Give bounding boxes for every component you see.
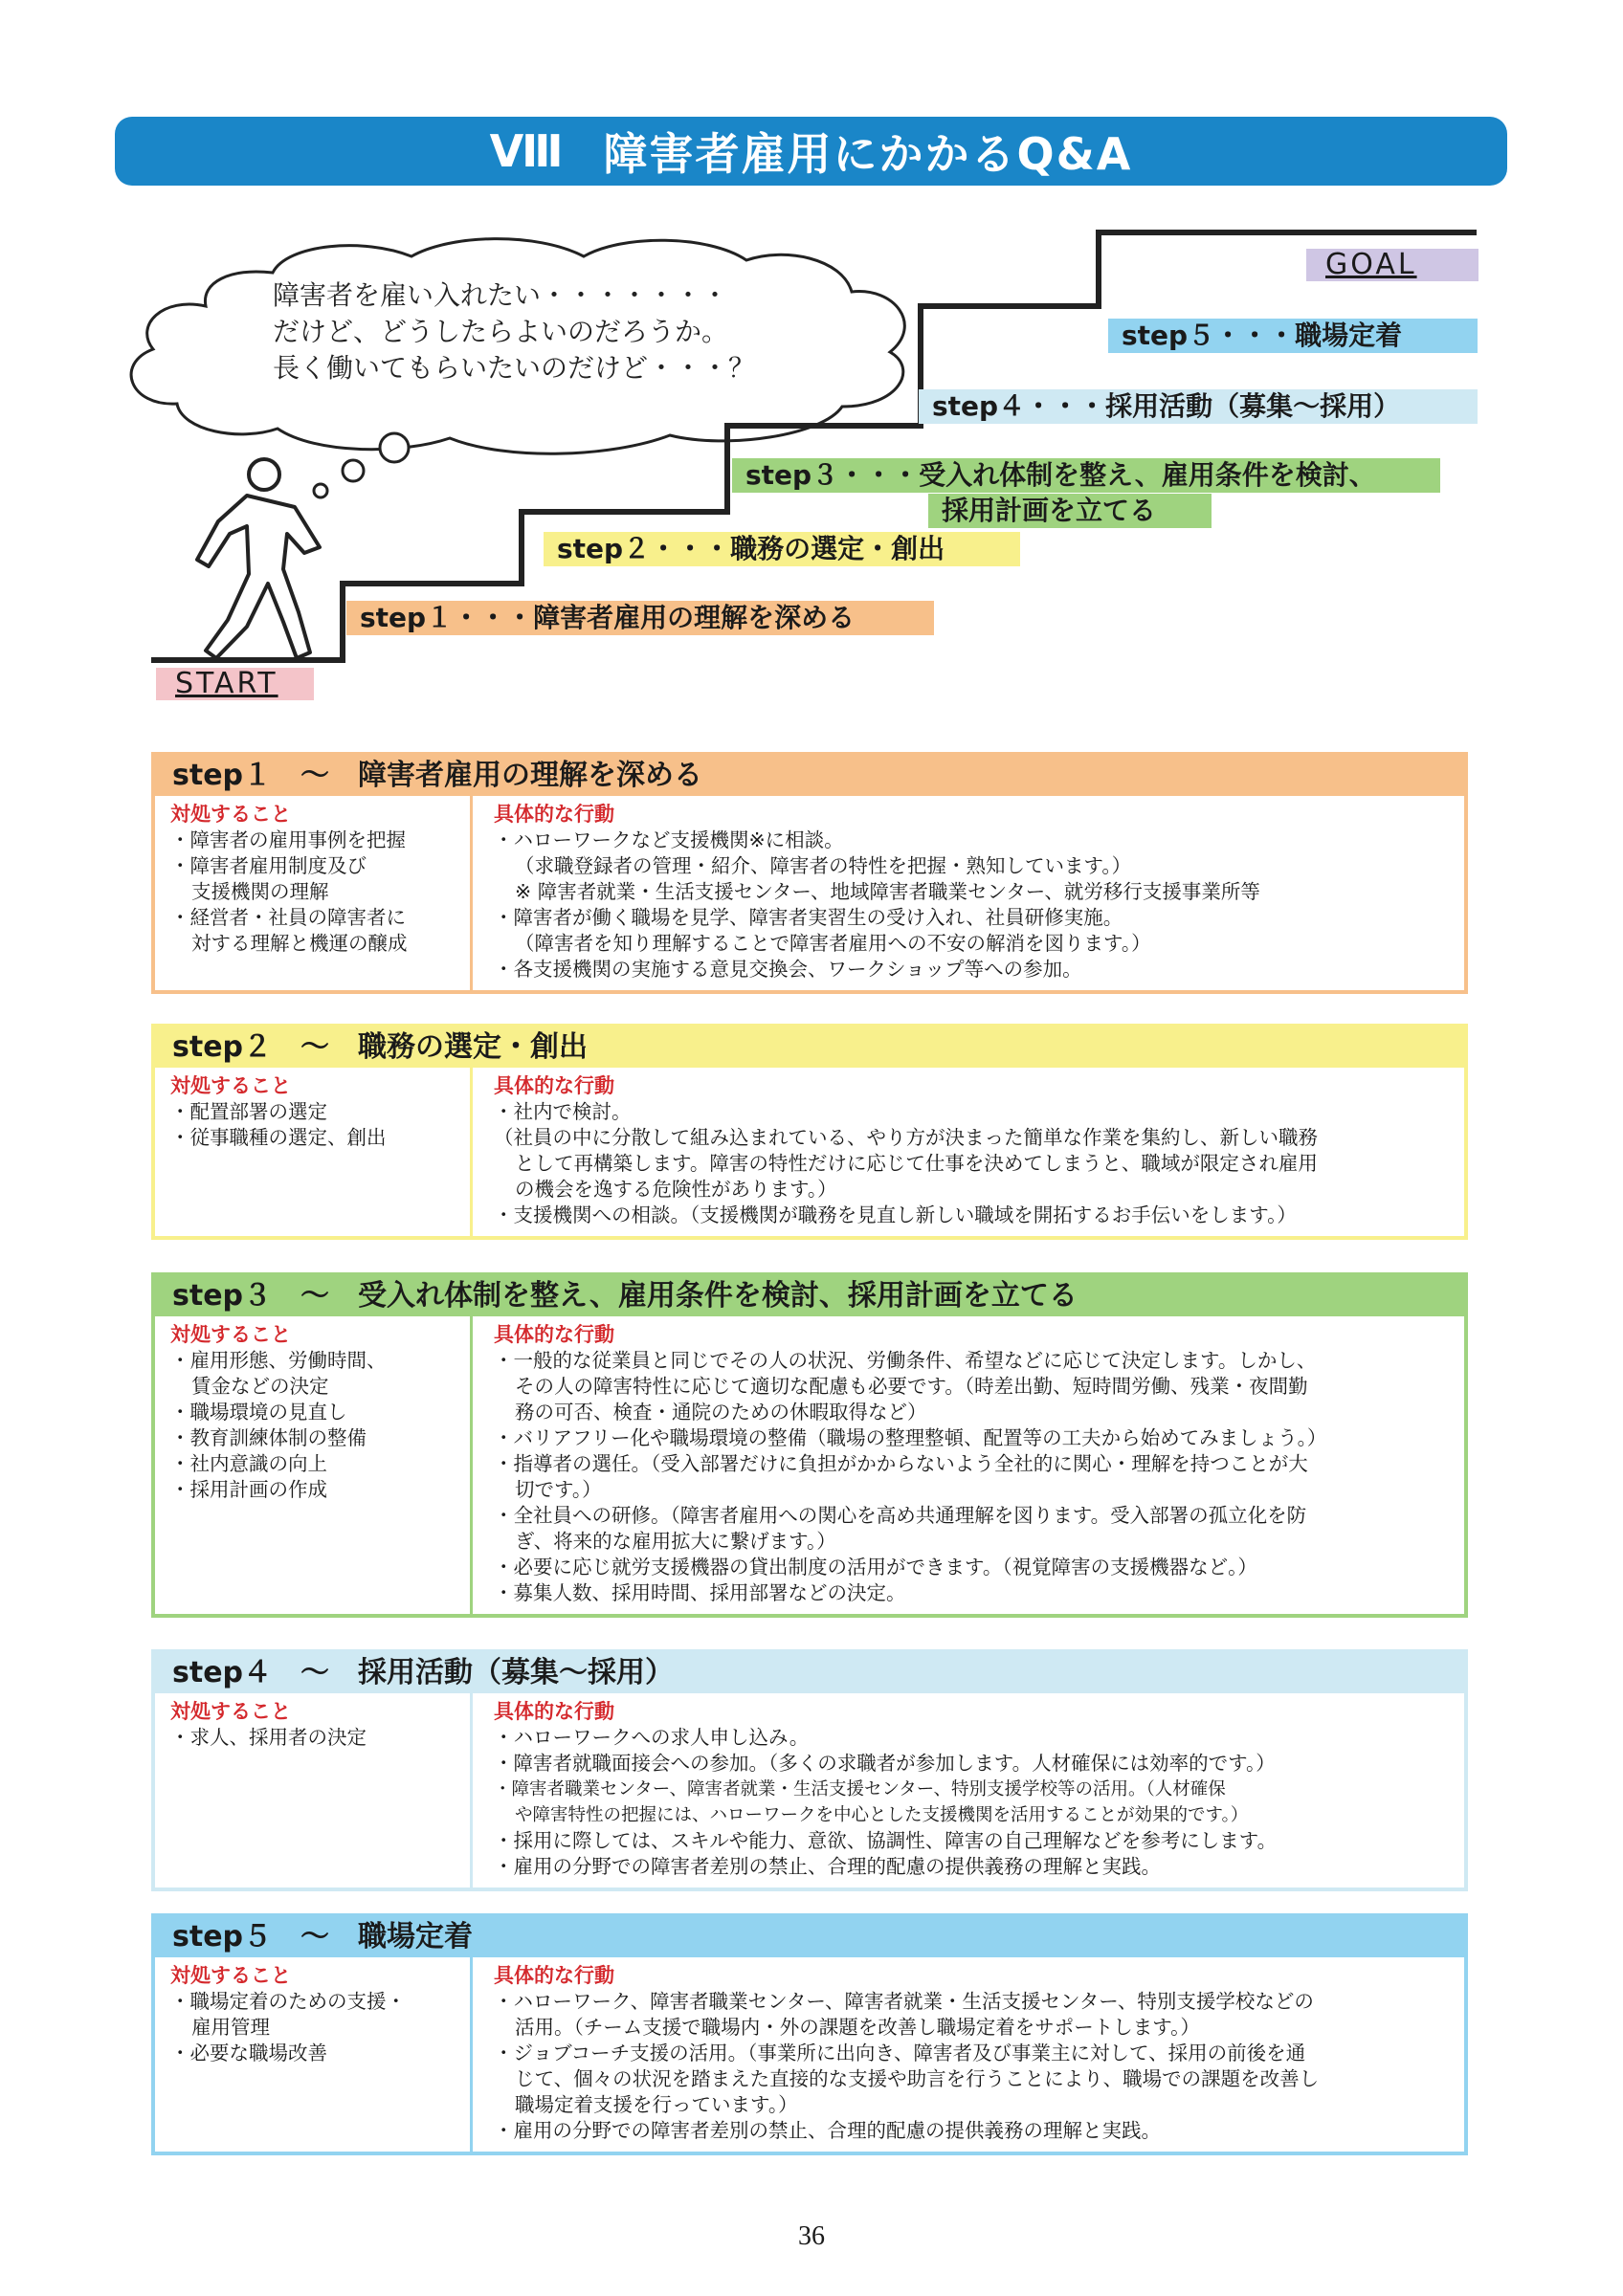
action-item: 切です。） (515, 1478, 602, 1501)
step3-label: step３・・・受入れ体制を整え、雇用条件を検討、 (732, 458, 1440, 493)
step4-actions (473, 1693, 1464, 1888)
action-item: ・雇用の分野での障害者差別の禁止、合理的配慮の提供義務の理解と実践。 (494, 2119, 1161, 2142)
step1-label: step１・・・障害者雇用の理解を深める (346, 601, 934, 635)
thought-bubble-large (380, 433, 409, 462)
step4-label: step４・・・採用活動（募集～採用） (919, 389, 1478, 424)
step2-measures (155, 1068, 473, 1236)
action-item: ・ハローワーク、障害者職業センター、障害者就業・生活支援センター、特別支援学校などの (494, 1990, 1314, 2013)
action-item: ・障害者就職面接会への参加。（多くの求職者が参加します。人材確保には効率的です。） (494, 1752, 1276, 1775)
cloud-line: だけど、どうしたらよいのだろうか。 (273, 316, 729, 347)
measure-item: 雇用管理 (191, 2016, 270, 2039)
cloud-line: 障害者を雇い入れたい・・・・・・・ (273, 279, 729, 311)
step1-box (151, 752, 1468, 994)
action-item: その人の障害特性に応じて適切な配慮も必要です。（時差出勤、短時間労働、残業・夜間勤 (515, 1375, 1308, 1398)
action-item: ぎ、将来的な雇用拡大に繋げます。） (515, 1530, 836, 1553)
cloud-line: 長く働いてもらいたいのだけど・・・？ (273, 352, 756, 384)
action-item: 職場定着支援を行っています。） (515, 2093, 798, 2116)
step5-label: step５・・・職場定着 (1108, 319, 1478, 353)
action-item: ・社内で検討。 (494, 1100, 632, 1123)
step2-label: step２・・・職務の選定・創出 (544, 532, 1020, 566)
step3-label-cont: 採用計画を立てる (928, 494, 1212, 528)
step4-heading: step４ ～ 採用活動（募集～採用） (155, 1653, 1464, 1693)
action-item: ・各支援機関の実施する意見交換会、ワークショップ等への参加。 (494, 958, 1082, 981)
step4-measures (155, 1693, 473, 1888)
goal-label: GOAL (1306, 249, 1478, 281)
action-item: ・障害者が働く職場を見学、障害者実習生の受け入れ、社員研修実施。 (494, 906, 1123, 929)
actions-heading: 具体的な行動 (494, 803, 614, 826)
action-item: ・障害者職業センター、障害者就業・生活支援センター、特別支援学校等の活用。（人材確保 (494, 1779, 1226, 1799)
start-label: START (156, 668, 314, 700)
step1-heading: step１ ～ 障害者雇用の理解を深める (155, 756, 1464, 796)
actions-heading: 具体的な行動 (494, 1700, 614, 1723)
action-item: ・バリアフリー化や職場環境の整備（職場の整理整頓、配置等の工夫から始めてみましょう。） (494, 1426, 1327, 1449)
measure-item: ・従事職種の選定、創出 (170, 1126, 387, 1149)
measure-item: 対する理解と機運の醸成 (191, 932, 408, 955)
action-item: ・募集人数、採用時間、採用部署などの決定。 (494, 1581, 906, 1604)
step2-heading: step２ ～ 職務の選定・創出 (155, 1027, 1464, 1068)
action-item: （障害者を知り理解することで障害者雇用への不安の解消を図ります。） (515, 932, 1151, 955)
action-item: ・ハローワークなど支援機関※に相談。 (494, 828, 844, 851)
action-item: ・採用に際しては、スキルや能力、意欲、協調性、障害の自己理解などを参考にします。 (494, 1829, 1278, 1852)
measure-item: ・求人、採用者の決定 (170, 1726, 367, 1749)
step1-actions (473, 796, 1464, 990)
measure-item: 賃金などの決定 (191, 1375, 329, 1398)
thought-bubble-small (314, 484, 327, 497)
action-item: （社員の中に分散して組み込まれている、やり方が決まった簡単な作業を集約し、新しい職務 (494, 1126, 1318, 1149)
measure-item: ・教育訓練体制の整備 (170, 1426, 367, 1449)
measure-item: ・職場環境の見直し (170, 1401, 347, 1424)
measure-item: ・配置部署の選定 (170, 1100, 327, 1123)
step4-box (151, 1649, 1468, 1891)
thought-bubble-medium (343, 460, 364, 481)
walking-person-icon (197, 459, 320, 658)
staircase-illustration (0, 191, 1623, 727)
action-item: ・ジョブコーチ支援の活用。（事業所に出向き、障害者及び事業主に対して、採用の前後を通 (494, 2042, 1306, 2064)
section-roman-numeral: Ⅷ (489, 125, 566, 177)
action-item: や障害特性の把握には、ハローワークを中心とした支援機関を活用することが効果的です。） (515, 1805, 1249, 1825)
action-item: ※ 障害者就業・生活支援センター、地域障害者職業センター、就労移行支援事業所等 (515, 880, 1260, 903)
actions-heading: 具体的な行動 (494, 1074, 614, 1097)
measure-item: 支援機関の理解 (191, 880, 329, 903)
measure-item: ・社内意識の向上 (170, 1452, 327, 1475)
measure-item: ・雇用形態、労働時間、 (170, 1349, 387, 1372)
measure-item: ・障害者の雇用事例を把握 (170, 828, 406, 851)
step5-heading: step５ ～ 職場定着 (155, 1917, 1464, 1957)
step3-heading: step３ ～ 受入れ体制を整え、雇用条件を検討、採用計画を立てる (155, 1276, 1464, 1316)
measure-item: ・採用計画の作成 (170, 1478, 327, 1501)
actions-heading: 具体的な行動 (494, 1323, 614, 1346)
page-number: 36 (798, 2221, 825, 2251)
actions-heading: 具体的な行動 (494, 1964, 614, 1987)
action-item: ・必要に応じ就労支援機器の貸出制度の活用ができます。（視覚障害の支援機器など。） (494, 1556, 1257, 1578)
action-item: の機会を逸する危険性があります。） (515, 1178, 837, 1201)
cloud-text (273, 277, 809, 386)
action-item: ・雇用の分野での障害者差別の禁止、合理的配慮の提供義務の理解と実践。 (494, 1855, 1161, 1878)
action-item: として再構築します。障害の特性だけに応じて仕事を決めてしまうと、職域が限定され雇用 (515, 1152, 1318, 1175)
step5-measures (155, 1957, 473, 2152)
action-item: ・一般的な従業員と同じでその人の状況、労働条件、希望などに応じて決定します。しかし、 (494, 1349, 1317, 1372)
action-item: ・全社員への研修。（障害者雇用への関心を高め共通理解を図ります。受入部署の孤立化を防 (494, 1504, 1307, 1527)
action-item: ・支援機関への相談。（支援機関が職務を見直し新しい職域を開拓するお手伝いをします。） (494, 1203, 1297, 1226)
measure-item: ・経営者・社員の障害者に (170, 906, 406, 929)
measures-heading: 対処すること (170, 1964, 291, 1987)
step3-actions (473, 1316, 1464, 1614)
measures-heading: 対処すること (170, 1323, 291, 1346)
measures-heading: 対処すること (170, 1700, 291, 1723)
measure-item: ・障害者雇用制度及び (170, 854, 367, 877)
section-title-text: 障害者雇用にかかるQ&A (603, 128, 1133, 180)
step2-box (151, 1024, 1468, 1240)
action-item: （求職登録者の管理・紹介、障害者の特性を把握・熟知しています。） (515, 854, 1132, 877)
action-item: ・指導者の選任。（受入部署だけに負担がかからないよう全社的に関心・理解を持つことが大 (494, 1452, 1308, 1475)
step1-measures (155, 796, 473, 990)
measures-heading: 対処すること (170, 803, 291, 826)
step3-measures (155, 1316, 473, 1614)
action-item: じて、個々の状況を踏まえた直接的な支援や助言を行うことにより、職場での課題を改善し (515, 2067, 1320, 2090)
measures-heading: 対処すること (170, 1074, 291, 1097)
step2-actions (473, 1068, 1464, 1236)
measure-item: ・職場定着のための支援・ (170, 1990, 406, 2013)
measure-item: ・必要な職場改善 (170, 2042, 327, 2064)
section-title-bar (115, 117, 1507, 186)
step3-box (151, 1272, 1468, 1618)
step5-box (151, 1913, 1468, 2155)
action-item: ・ハローワークへの求人申し込み。 (494, 1726, 810, 1749)
step5-actions (473, 1957, 1464, 2152)
action-item: 務の可否、検査・通院のための休暇取得など） (515, 1401, 927, 1424)
action-item: 活用。（チーム支援で職場内・外の課題を改善し職場定着をサポートします。） (515, 2016, 1200, 2039)
